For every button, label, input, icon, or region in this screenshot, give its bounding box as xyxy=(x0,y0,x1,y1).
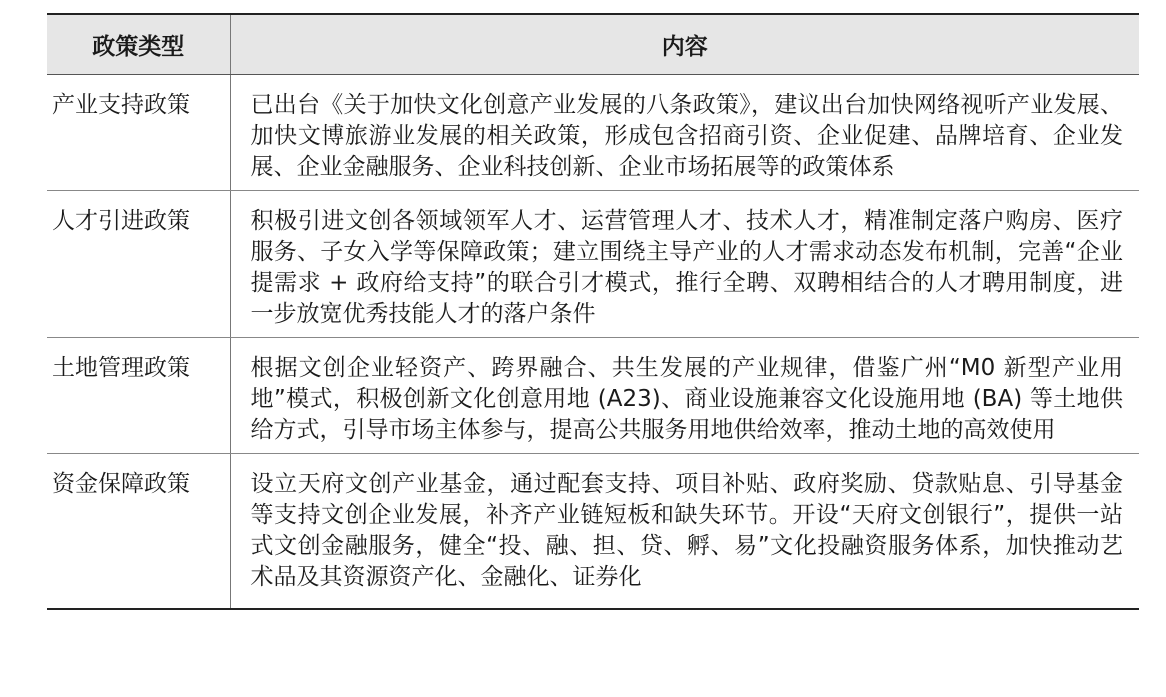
policy-content-cell: 积极引进文创各领域领军人才、运营管理人才、技术人才，精准制定落户购房、医疗服务、子女入学等保障政策；建立围绕主导产业的人才需求动态发布机制，完善“企业提需求 + 政府给支持”的联合引才模式，推行全聘、双聘相结合的人才聘用制度，进一步放宽优秀技能人才的落户条件 xyxy=(230,190,1139,337)
table-body xyxy=(47,74,1139,609)
policy-type-cell: 人才引进政策 xyxy=(47,190,230,337)
policy-type-cell: 土地管理政策 xyxy=(47,337,230,453)
header-content: 内容 xyxy=(230,14,1139,74)
header-row xyxy=(47,14,1139,74)
policy-type-cell: 资金保障政策 xyxy=(47,453,230,609)
policy-table xyxy=(47,13,1139,610)
table-row xyxy=(47,453,1139,609)
policy-type-cell: 产业支持政策 xyxy=(47,74,230,190)
table-row xyxy=(47,190,1139,337)
table-row xyxy=(47,337,1139,453)
policy-content-cell: 已出台《关于加快文化创意产业发展的八条政策》，建议出台加快网络视听产业发展、加快文博旅游业发展的相关政策，形成包含招商引资、企业促建、品牌培育、企业发展、企业金融服务、企业科技创新、企业市场拓展等的政策体系 xyxy=(230,74,1139,190)
policy-content-cell: 根据文创企业轻资产、跨界融合、共生发展的产业规律，借鉴广州“M0 新型产业用地”模式，积极创新文化创意用地 (A23)、商业设施兼容文化设施用地 (BA) 等土地供给方式，引导市场主体参与，提高公共服务用地供给效率，推动土地的高效使用 xyxy=(230,337,1139,453)
table-row xyxy=(47,74,1139,190)
policy-content-cell: 设立天府文创产业基金，通过配套支持、项目补贴、政府奖励、贷款贴息、引导基金等支持文创企业发展，补齐产业链短板和缺失环节。开设“天府文创银行”，提供一站式文创金融服务，健全“投、融、担、贷、孵、易”文化投融资服务体系，加快推动艺术品及其资源资产化、金融化、证券化 xyxy=(230,453,1139,609)
table-header xyxy=(47,14,1139,74)
header-policy-type: 政策类型 xyxy=(47,14,230,74)
